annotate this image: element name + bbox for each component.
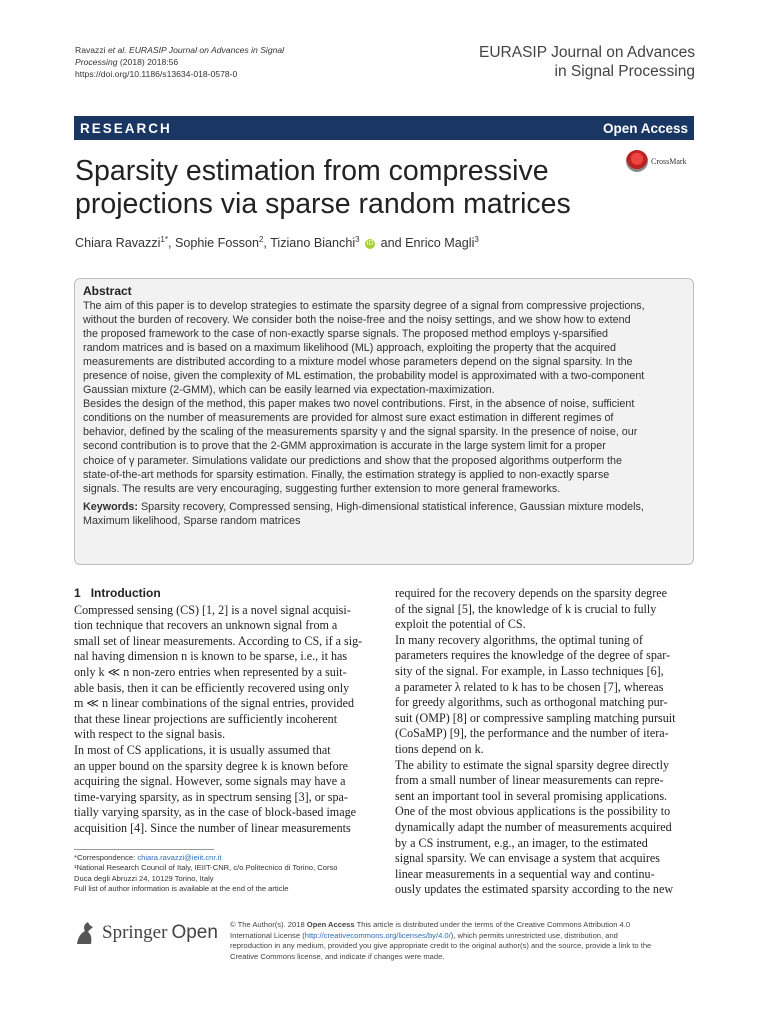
journal-name-line-2: in Signal Processing	[554, 63, 695, 80]
citation-line-1	[75, 44, 335, 56]
left-column-line: acquiring the signal. However, some signals may have a	[74, 774, 346, 789]
right-column-line: In many recovery algorithms, the optimal tuning of	[395, 632, 643, 647]
abstract-line: Besides the design of the method, this paper makes two novel contributions. First, in the absence of noise, sufficient	[83, 398, 635, 411]
right-column-line: by a CS instrument, e.g., an imager, to the estimated	[395, 835, 648, 850]
journal-name-line-1: EURASIP Journal on Advances	[479, 44, 695, 61]
right-column-line: of the signal [5], the knowledge of k is crucial to fully	[395, 601, 657, 616]
left-column-line: able basis, then it can be efficiently recovered using only	[74, 680, 350, 695]
left-column-line: with respect to the signal basis.	[74, 727, 226, 742]
crossmark-icon	[626, 150, 648, 172]
right-column-line: tions depend on k.	[395, 741, 484, 756]
author-1-affil: 1*	[160, 235, 168, 244]
right-column-text	[395, 586, 697, 898]
author-2-affil: 2	[258, 235, 264, 244]
abstract-line: the proposed framework to the case of non-exactly sparse signals. The proposed method employs γ-sparsified	[83, 328, 609, 341]
author-1: Chiara Ravazzi	[75, 236, 161, 251]
body-right-column	[395, 586, 697, 898]
right-column-line: exploit the potential of CS.	[395, 617, 526, 632]
correspondence	[74, 853, 374, 863]
abstract-heading: Abstract	[83, 284, 132, 298]
left-column-line: acquisition [4]. Since the number of linear measurements	[74, 820, 351, 835]
right-column-line: parameters requires the knowledge of the degree of spar-	[395, 648, 671, 663]
right-column-line: suit (OMP) [8] or compressive sampling matching pursuit	[395, 710, 676, 725]
left-column-line: nal having dimension n is known to be sparse, i.e., it has	[74, 649, 348, 664]
citation-block	[75, 44, 335, 80]
open-access-label: Open Access	[602, 120, 688, 136]
citation-etal: et al.	[105, 45, 127, 55]
left-column-line: Compressed sensing (CS) [1, 2] is a novel signal acquisi-	[74, 602, 351, 617]
right-column-line: linear measurements in a sequential way and continu-	[395, 866, 655, 881]
citation-year: (2018) 2018:56	[117, 57, 179, 67]
publisher-name: Springer	[102, 922, 168, 943]
abstract-line: signals. The results are very encouraging, suggesting further extension to more general frameworks.	[83, 482, 561, 495]
license-terms: This article is distributed under the terms of the Creative Commons Attribution 4.0	[354, 920, 631, 929]
right-column-line: a parameter λ related to k has to be chosen [7], whereas	[395, 679, 664, 694]
right-column-line: for greedy algorithms, such as orthogonal matching pur-	[395, 695, 668, 710]
keywords	[83, 500, 684, 528]
left-column-line: m ≪ n linear combinations of the signal entries, provided	[74, 696, 355, 711]
springer-open-logo	[74, 920, 218, 946]
abstract-line: without the burden of recovery. We consider both the noise-free and the noisy settings, and we show how to extend	[83, 314, 631, 327]
abstract-line: state-of-the-art methods for sparsity estimation. Finally, the estimation strategy is applied to non-exactly sparse	[83, 468, 610, 481]
article-type-banner	[74, 116, 694, 140]
left-column-line: that these linear projections are sufficiently incoherent	[74, 711, 338, 726]
springer-horse-icon	[74, 920, 96, 946]
section-title: Introduction	[90, 586, 161, 600]
title-line-1: Sparsity estimation from compressive	[75, 155, 549, 187]
right-column-line: required for the recovery depends on the sparsity degree	[395, 586, 667, 600]
left-column-line: In most of CS applications, it is usually assumed that	[74, 742, 331, 757]
crossmark-label: CrossMark	[651, 156, 687, 166]
left-column-line: small set of linear measurements. According to CS, if a sig-	[74, 633, 363, 648]
right-column-line: ously updates the estimated sparsity according to the new	[395, 882, 674, 897]
keywords-line-1: Sparsity recovery, Compressed sensing, High-dimensional statistical inference, Gaussian mixture models,	[137, 500, 644, 513]
license-line-4: Creative Commons license, and indicate if changes were made.	[230, 951, 445, 961]
right-column-line: signal sparsity. We can envisage a system that acquires	[395, 851, 661, 866]
license-text	[230, 920, 695, 962]
correspondence-email-link[interactable]: chiara.ravazzi@ieiit.cnr.it	[137, 853, 222, 862]
abstract-line: choice of γ parameter. Simulations validate our predictions and show that the proposed algorithms outperform the	[83, 454, 622, 467]
right-column-line: (CoSaMP) [9], the performance and the number of itera-	[395, 726, 669, 741]
right-column-line: sent an important tool in several promising applications.	[395, 788, 668, 803]
citation-doi[interactable]: https://doi.org/10.1186/s13634-018-0578-0	[75, 69, 238, 79]
orcid-icon[interactable]: iD	[366, 239, 374, 247]
left-column-line: tion technique that recovers an unknown signal from a	[74, 618, 338, 633]
abstract-line: random matrices and is based on a maximum likelihood (ML) approach, exploiting the property that the acquired	[83, 342, 617, 355]
left-column-line: only k ≪ n non-zero entries when represented by a suit-	[74, 664, 347, 679]
section-heading	[74, 586, 376, 602]
right-column-line: dynamically adapt the number of measurements acquired	[395, 819, 672, 834]
abstract-line: measurements are distributed according to a mixture model whose parameters depend on the signal sparsity. In the	[83, 356, 633, 369]
abstract-line: presence of noise, given the complexity of ML estimation, the probability model is approximated with a two-component	[83, 370, 645, 383]
author-info-note: Full list of author information is available at the end of the article	[74, 884, 289, 894]
abstract-line: second contribution is to prove that the 2-GMM approximation is accurate in the large system limit for a proper	[83, 440, 606, 453]
abstract-line: The aim of this paper is to develop strategies to estimate the sparsity degree of a signal from compressive projections,	[83, 300, 645, 312]
license-url-link[interactable]: http://creativecommons.org/licenses/by/4.0/	[304, 930, 451, 940]
crossmark-badge[interactable]	[626, 148, 706, 174]
author-4-affil: 3	[474, 235, 479, 244]
citation-journal-cont: Processing	[75, 57, 118, 67]
license-line-2	[230, 931, 695, 942]
abstract-box	[74, 278, 694, 565]
body-left-column	[74, 586, 376, 837]
affiliation-line-1: ¹National Research Council of Italy, IEIIT-CNR, c/o Politecnico di Torino, Corso	[74, 863, 338, 873]
license-intl: International License (	[230, 930, 305, 940]
license-open-access: Open Access	[306, 920, 355, 929]
author-4: and Enrico Magli	[377, 236, 475, 251]
correspondence-label: *Correspondence:	[74, 853, 138, 862]
citation-journal: EURASIP Journal on Advances in Signal	[126, 45, 285, 55]
citation-authors: Ravazzi	[75, 45, 106, 55]
right-column-line: One of the most obvious applications is the possibility to	[395, 804, 671, 819]
keywords-label: Keywords:	[83, 500, 138, 513]
abstract-text	[83, 299, 684, 496]
footnotes	[74, 853, 374, 895]
left-column-text	[74, 603, 376, 837]
publisher-open: Open	[171, 922, 218, 943]
title-line-2: projections via sparse random matrices	[75, 188, 571, 220]
article-title	[75, 155, 615, 221]
abstract-line: Gaussian mixture (2-GMM), which can be easily learned via expectation-maximization.	[83, 384, 495, 397]
article-type-label: RESEARCH	[80, 120, 172, 136]
right-column-line: sity of the signal. For example, in Lasso techniques [6],	[395, 663, 664, 678]
license-permits: ), which permits unrestricted use, distribution, and	[450, 930, 618, 940]
author-2: , Sophie Fosson	[167, 236, 259, 251]
keywords-line-2: Maximum likelihood, Sparse random matrices	[83, 514, 301, 527]
section-number: 1	[74, 586, 81, 600]
left-column-line: an upper bound on the sparsity degree k is known before	[74, 758, 349, 773]
footnote-divider	[74, 849, 214, 850]
abstract-line: behavior, defined by the scaling of the measurements sparsity γ and the signal sparsity. In the presence of noise, our	[83, 426, 638, 439]
citation-line-2	[75, 56, 335, 68]
right-column-line: from a small number of linear measurements can repre-	[395, 773, 664, 788]
author-3-affil: 3	[355, 235, 360, 244]
left-column-line: tially varying sparsity, as in the case of block-based image	[74, 805, 356, 820]
abstract-line: conditions on the number of measurements are provided for almost sure exact estimation in different regimes of	[83, 412, 614, 425]
affiliation-line-2: Duca degli Abruzzi 24, 10129 Torino, Italy	[74, 873, 214, 883]
license-copyright: © The Author(s). 2018	[230, 920, 307, 929]
journal-name	[479, 43, 695, 81]
author-3: , Tiziano Bianchi	[263, 236, 356, 251]
license-line-3: reproduction in any medium, provided you give appropriate credit to the original author(s) and the source, provide a link to the	[230, 941, 652, 951]
license-line-1	[230, 920, 695, 931]
left-column-line: time-varying sparsity, as in spectrum sensing [3], or spa-	[74, 789, 348, 804]
right-column-line: The ability to estimate the signal sparsity degree directly	[395, 757, 670, 772]
author-list	[75, 235, 479, 250]
